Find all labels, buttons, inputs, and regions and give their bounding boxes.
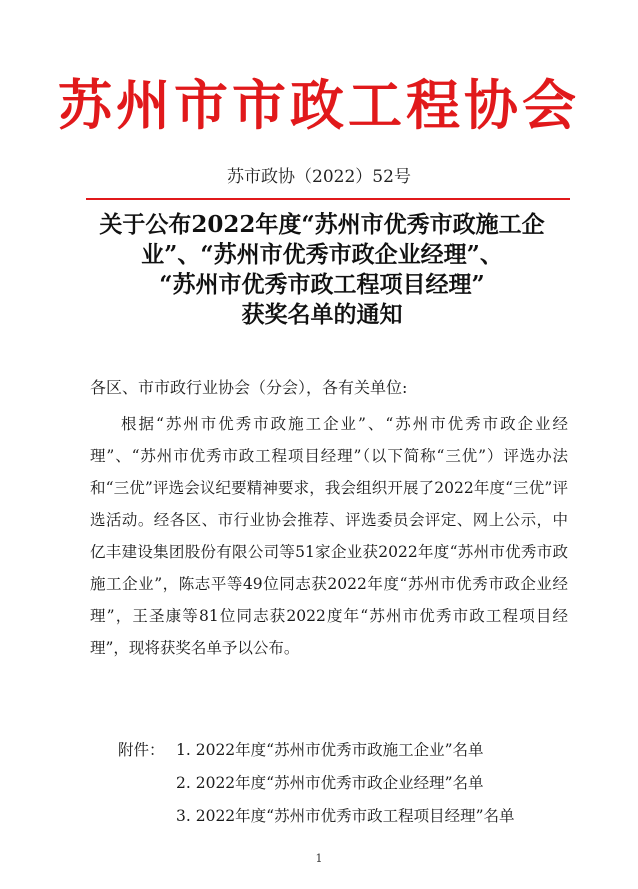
document-number: 苏市政协（2022）52号 [227, 167, 411, 187]
page-number: 1 [315, 852, 323, 865]
attachment-item-2: 2. 2022年度“苏州市优秀市政企业经理”名单 [176, 774, 484, 792]
attachment-item [118, 800, 515, 833]
red-divider-line [86, 198, 570, 200]
notice-title-line-4: 获奖名单的通知 [241, 301, 403, 328]
attachment-item [118, 734, 515, 767]
attachment-item-3: 3. 2022年度“苏州市优秀市政工程项目经理”名单 [176, 807, 515, 825]
organization-header: 苏州市市政工程协会 [58, 73, 580, 137]
notice-title [72, 210, 572, 330]
attachments-label: 附件： [118, 741, 165, 759]
salutation: 各区、市市政行业协会（分会），各有关单位: [90, 378, 408, 397]
notice-title-line-1: 关于公布2022年度“苏州市优秀市政施工企 [99, 211, 545, 238]
notice-body-paragraph: 根据“苏州市优秀市政施工企业”、“苏州市优秀市政企业经理”、“苏州市优秀市政工程项目经理”（以下简称“三优”）评选办法和“三优”评选会议纪要精神要求，我会组织开展了2022年度“三优”评选活动。经各区、市行业协会推荐、评选委员会评定、网上公示，中亿丰建设集团股份有限公司等51家企业获2022年度“苏州市优秀市政施工企业”，陈志平等49位同志获2022年度“苏州市优秀市政企业经理”，王圣康等81位同志获2022度年“苏州市优秀市政工程项目经理”，现将获奖名单予以公布。 [90, 415, 568, 657]
attachments-list [118, 734, 515, 833]
notice-title-line-3: “苏州市优秀市政工程项目经理” [159, 271, 485, 298]
attachment-item-1: 1. 2022年度“苏州市优秀市政施工企业”名单 [176, 741, 484, 759]
notice-title-line-2: 业”、“苏州市优秀市政企业经理”、 [141, 241, 503, 268]
attachment-item [118, 767, 515, 800]
